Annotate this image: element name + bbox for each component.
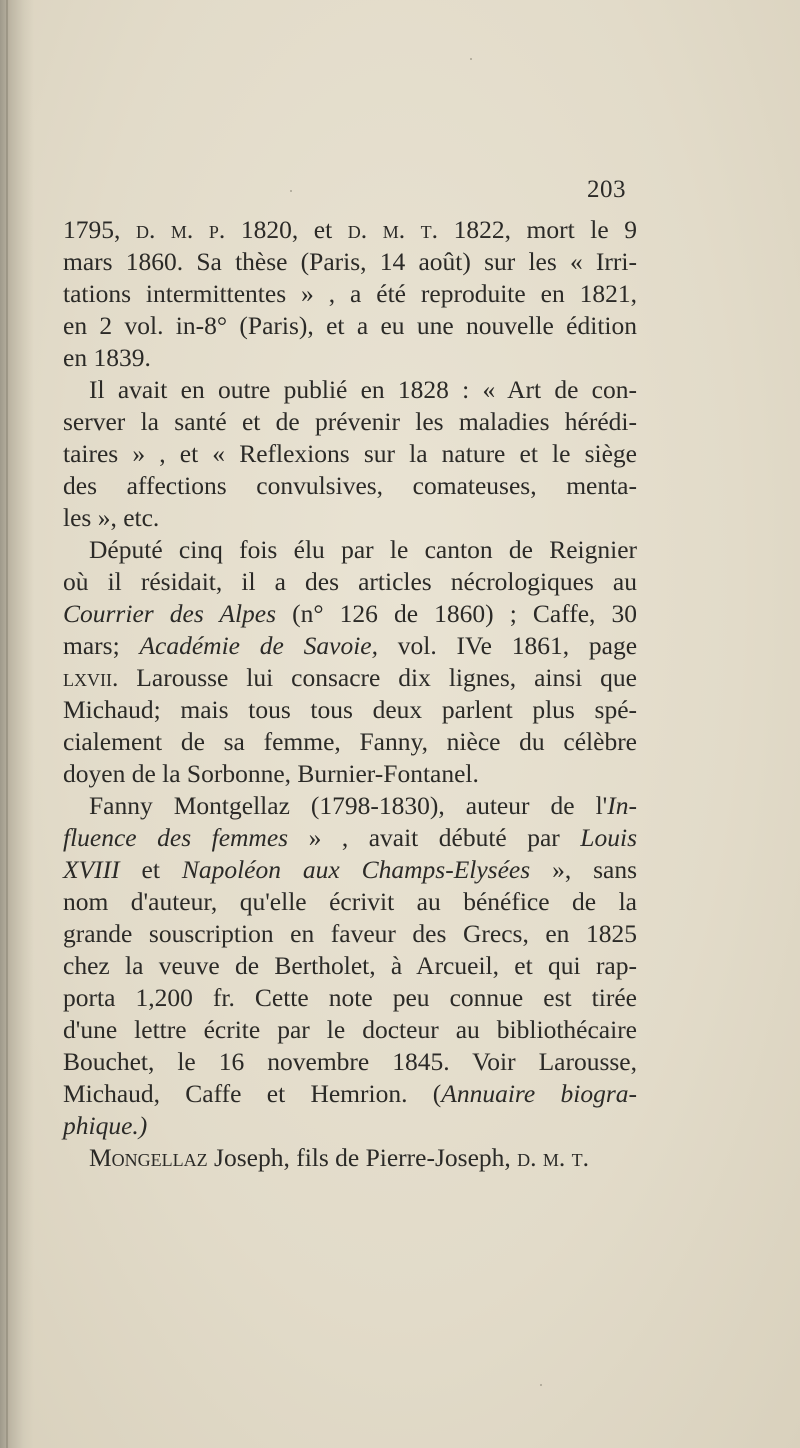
text-line [63,534,637,566]
paper-speck [540,1384,542,1386]
text-line [63,438,637,470]
text-run: Il avait en outre publié en 1828 : « Art de con- [89,375,637,404]
paper-speck [290,190,292,192]
small-caps-text: lxvii. [63,663,119,692]
text-line [63,886,637,918]
binding-gutter [0,0,34,1448]
small-caps-text: d. m. p. [135,215,226,244]
italic-text: Annuaire biogra- [441,1079,637,1108]
gutter-shadow-line [6,0,8,1448]
text-line [63,374,637,406]
text-run: 1822, mort le 9 [438,215,638,244]
text-line [63,470,637,502]
text-line [63,342,637,374]
text-run: server la santé et de prévenir les maladies hérédi- [63,407,637,436]
italic-text: Courrier des Alpes [63,599,277,628]
text-run: en 2 vol. in-8° (Paris), et a eu une nouvelle édition [63,311,637,340]
italic-text: phique.) [63,1111,148,1140]
text-line [63,502,637,534]
text-run: d'une lettre écrite par le docteur au bibliothécaire [63,1015,637,1044]
small-caps-text: d. m. t. [347,215,439,244]
text-run: Bouchet, le 16 novembre 1845. Voir Larousse, [63,1047,637,1076]
text-line [63,662,637,694]
text-line [63,630,637,662]
text-line [63,310,637,342]
text-line [63,406,637,438]
text-run: tations intermittentes » , a été reproduite en 1821, [63,279,637,308]
text-line [63,1078,637,1110]
text-run: Député cinq fois élu par le canton de Reignier [89,535,637,564]
text-line [63,246,637,278]
text-run: cialement de sa femme, Fanny, nièce du célèbre [63,727,637,756]
text-run: grande souscription en faveur des Grecs, en 1825 [63,919,637,948]
text-run: des affections convulsives, comateuses, menta- [63,471,637,500]
text-run: en 1839. [63,343,151,372]
text-run: où il résidait, il a des articles nécrologiques au [63,567,637,596]
text-run: mars 1860. Sa thèse (Paris, 14 août) sur les « Irri- [63,247,637,276]
text-line [63,1110,637,1142]
text-run: nom d'auteur, qu'elle écrivit au bénéfice de la [63,887,637,916]
paper-speck [470,58,472,60]
text-run: (n° 126 de 1860) ; Caffe, 30 [276,599,637,628]
text-run: », sans [530,855,638,884]
italic-text: Académie de Savoie, [139,631,378,660]
text-line [63,726,637,758]
italic-text: fluence des femmes [63,823,289,852]
text-run: Michaud; mais tous tous deux parlent plus spé- [63,695,637,724]
text-line [63,1142,637,1174]
text-line [63,214,637,246]
text-run: Joseph, fils de Pierre-Joseph, [207,1143,518,1172]
text-line [63,822,637,854]
text-line [63,918,637,950]
text-run: vol. IVe 1861, page [377,631,638,660]
text-line [63,278,637,310]
text-run: mars; [63,631,140,660]
small-caps-text: d. m. t. [517,1143,590,1172]
text-run: et [119,855,182,884]
text-run: Fanny Montgellaz (1798-1830), auteur de l' [89,791,608,820]
italic-text: XVIII [63,855,120,884]
text-run: 1795, [63,215,136,244]
text-line [63,950,637,982]
italic-text: In- [607,791,637,820]
text-run: les », etc. [63,503,160,532]
text-line [63,790,637,822]
text-line [63,598,637,630]
italic-text: Napoléon aux Champs-Elysées [181,855,531,884]
text-run: porta 1,200 fr. Cette note peu connue est tirée [63,983,637,1012]
text-line [63,854,637,886]
text-run: chez la veuve de Bertholet, à Arcueil, et qui rap- [63,951,637,980]
text-run: taires » , et « Reflexions sur la nature et le siège [63,439,637,468]
text-run: Larousse lui consacre dix lignes, ainsi que [118,663,637,692]
small-caps-text: Mongellaz [89,1143,208,1172]
page-number: 203 [587,176,626,203]
text-line [63,1046,637,1078]
italic-text: Louis [580,823,637,852]
text-run: » , avait débuté par [288,823,581,852]
text-line [63,566,637,598]
text-line [63,1014,637,1046]
text-line [63,694,637,726]
text-run: Michaud, Caffe et Hemrion. ( [63,1079,442,1108]
text-line [63,758,637,790]
body-text [63,214,637,1174]
text-line [63,982,637,1014]
text-run: 1820, et [225,215,348,244]
text-run: doyen de la Sorbonne, Burnier-Fontanel. [63,759,479,788]
